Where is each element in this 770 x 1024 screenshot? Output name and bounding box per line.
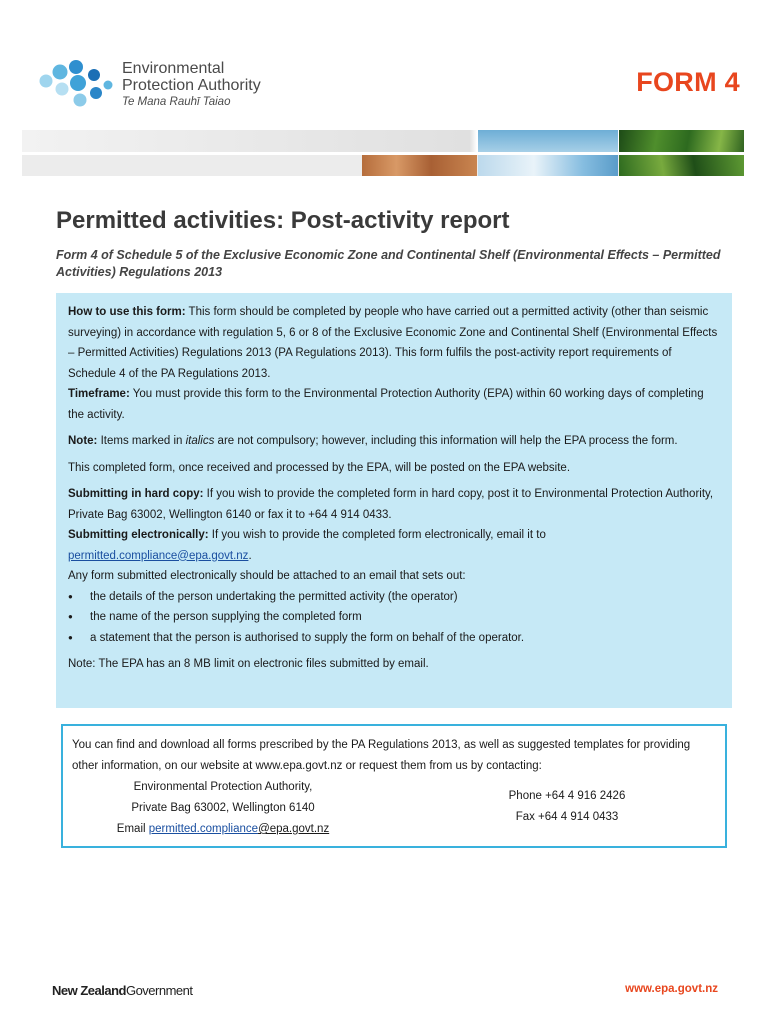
- epa-logo-text: [122, 60, 261, 110]
- nz-government-part1: New Zealand: [52, 983, 126, 998]
- timeframe-paragraph: [68, 384, 720, 425]
- contact-email-domain: @epa.govt.nz: [258, 823, 330, 835]
- fax-number: Fax +64 4 914 0433: [515, 811, 619, 823]
- epa-logo: [36, 57, 286, 117]
- email-label: Email: [116, 823, 149, 835]
- list-item: ● the details of the person undertaking the permitted activity (the operator): [68, 587, 720, 608]
- phone-number: Phone +64 4 916 2426: [508, 790, 626, 802]
- instructions-box: [56, 293, 732, 708]
- hardcopy-text: If you wish to provide the completed form in hard copy, post it to Environmental Protection Authority, Private Bag 63002, Wellington 6140 or fax it to +64 4 914 0433.: [68, 488, 714, 521]
- website-link[interactable]: www.epa.govt.nz: [625, 983, 718, 995]
- note-text-pre: Items marked in: [97, 435, 186, 447]
- how-to-use-paragraph: [68, 302, 720, 384]
- contact-address: [93, 777, 353, 840]
- how-to-use-label: How to use this form:: [68, 306, 186, 318]
- attach-paragraph: Any form submitted electronically should be attached to an email that sets out:: [68, 570, 466, 582]
- banner-strip-bottom: [22, 155, 744, 176]
- electronic-paragraph: [68, 525, 720, 566]
- org-name-line1: Environmental: [122, 60, 225, 77]
- form-number: FORM 4: [636, 67, 740, 97]
- banner-sand-image: [362, 155, 477, 176]
- timeframe-text: You must provide this form to the Environmental Protection Authority (EPA) within 60 working days of completing the activity.: [68, 388, 704, 421]
- contact-email-link[interactable]: permitted.compliance: [148, 823, 259, 835]
- banner-fern-image-top: [619, 130, 744, 152]
- file-limit-note: Note: The EPA has an 8 MB limit on electronic files submitted by email.: [68, 658, 429, 670]
- contact-email: [93, 819, 353, 840]
- hardcopy-paragraph: [68, 484, 720, 525]
- posted-paragraph: This completed form, once received and processed by the EPA, will be posted on the EPA website.: [68, 461, 571, 474]
- address-line1: Environmental Protection Authority,: [133, 781, 313, 793]
- list-item: ● a statement that the person is authorised to supply the form on behalf of the operator.: [68, 628, 720, 649]
- banner-sky-image: [478, 155, 618, 176]
- note-paragraph: [68, 431, 720, 452]
- timeframe-label: Timeframe:: [68, 388, 130, 400]
- address-line2: Private Bag 63002, Wellington 6140: [131, 802, 315, 814]
- electronic-label: Submitting electronically:: [68, 529, 209, 541]
- note-italic-word: italics: [185, 435, 215, 447]
- nz-government-part2: Government: [125, 983, 193, 998]
- contact-intro: You can find and download all forms prescribed by the PA Regulations 2013, as well as suggested templates for providing other information, on our website at www.epa.govt.nz or request them from us by contacting:: [72, 739, 691, 772]
- page-subtitle: Form 4 of Schedule 5 of the Exclusive Economic Zone and Continental Shelf (Environmental Effects – Permitted Activities) Regulations 2013: [56, 248, 721, 279]
- page-title: Permitted activities: Post-activity report: [56, 207, 510, 234]
- banner-fern-image: [619, 155, 744, 176]
- hardcopy-label: Submitting in hard copy:: [68, 488, 204, 500]
- email-period: .: [248, 549, 252, 562]
- email-requirements-list: [68, 587, 720, 649]
- electronic-text: If you wish to provide the completed form electronically, email it to: [208, 529, 546, 541]
- banner-sky-image-top: [478, 130, 618, 152]
- list-item: ● the name of the person supplying the completed form: [68, 607, 720, 628]
- contact-box: [61, 724, 727, 848]
- contact-phone-fax: [467, 786, 667, 828]
- nz-government-logo: [52, 983, 193, 998]
- how-to-use-text: This form should be completed by people who have carried out a permitted activity (other than seismic surveying) in accordance with regulation 5, 6 or 8 of the Exclusive Economic Zone and Continental Shelf (Environmental Effects – Permitted Activities) Regulations 2013 (PA Regulations 2013). This form fulfils the post-activity report requirements of Schedule 4 of the PA Regulations 2013.: [68, 306, 718, 380]
- note-label: Note:: [68, 435, 98, 447]
- email-link[interactable]: permitted.compliance@epa.govt.nz: [68, 549, 249, 562]
- note-text-post: are not compulsory; however, including this information will help the EPA process the form.: [214, 435, 678, 447]
- epa-logo-icon: [36, 59, 116, 111]
- org-maori-name: Te Mana Rauhī Taiao: [122, 96, 231, 108]
- org-name-line2: Protection Authority: [122, 77, 261, 94]
